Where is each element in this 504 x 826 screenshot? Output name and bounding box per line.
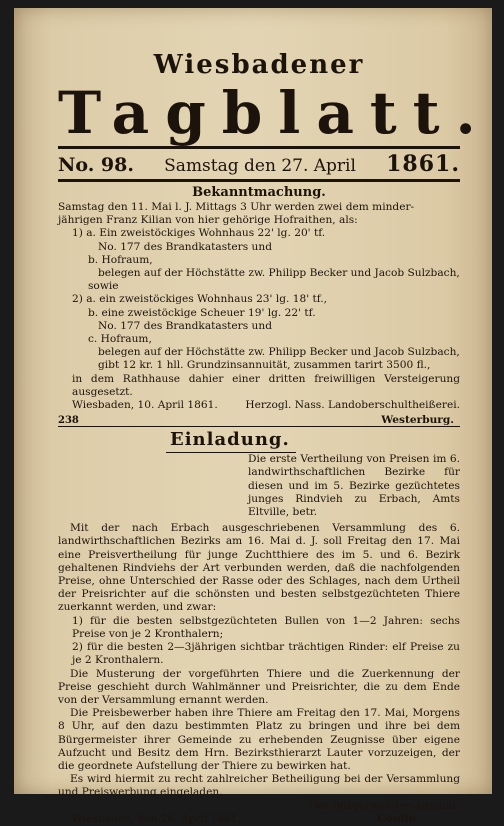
notice1-line: b. Hofraum,	[88, 253, 153, 266]
notice2-item: 2) für die besten 2—3jährigen sichtbar trächtigen Rinder: elf Preise zu je 2 Kronthalern.	[72, 641, 460, 667]
notice1-footer	[58, 399, 460, 412]
notice2-paragraph: Mit der nach Erbach ausgeschriebenen Versammlung des 6. landwirthschaftlichen Bezirks am 16. Mai d. J. soll Freitag den 17. Mai eine Preisvertheilung für junge Zuchtthiere des im 5. und 6. Bezirk gehaltenen Rindviehs der Art verbunden werden, daß die nachfolgenden Preise, ohne Unterschied der Rasse oder des Schlages, nach dem Urtheil der Preisrichter auf die schönsten und besten selbstgezüchteten Thiere zuerkannt werden, und zwar:	[58, 522, 460, 614]
notice2-footer	[58, 813, 460, 826]
notice2-signature: Coulin.	[377, 812, 420, 825]
notice1-line: 2) a. ein zweistöckiges Wohnhaus 23' lg. 18' tf.,	[72, 293, 328, 306]
rule-bottom	[58, 179, 460, 182]
notice1-line: Samstag den 11. Mai l. J. Mittags 3 Uhr werden zwei dem minder-	[58, 201, 415, 213]
notice1-line: sowie	[88, 280, 119, 293]
notice1-office: Herzogl. Nass. Landoberschultheißerei.	[245, 399, 460, 412]
notice1-line: belegen auf der Höchstätte zw. Philipp Becker und Jacob Sulzbach,	[98, 346, 460, 359]
issue-date: Samstag den 27. April	[164, 156, 356, 176]
masthead	[58, 48, 492, 147]
issue-line	[58, 149, 460, 179]
section-divider	[58, 426, 460, 427]
newspaper-page	[14, 8, 492, 825]
notice1-signature-row	[58, 414, 460, 426]
notice2-title: Einladung.	[170, 429, 290, 451]
notice1-line: b. eine zweistöckige Scheuer 19' lg. 22' tf.	[88, 306, 316, 319]
notice2-paragraph: Es wird hiermit zu recht zahlreicher Betheiligung bei der Versammlung und Preiswerbung eingeladen.	[58, 773, 460, 799]
notice1-line: c. Hofraum,	[88, 333, 152, 346]
notice1-title: Bekanntmachung.	[192, 185, 326, 200]
notice1-line: 1) a. Ein zweistöckiges Wohnhaus 22' lg. 20' tf.	[72, 227, 326, 240]
notice1-line: No. 177 des Brandkatasters und	[98, 240, 272, 253]
issue-number: No. 98.	[58, 154, 134, 176]
page-content	[58, 48, 492, 826]
masthead-title: Tagblatt.	[58, 79, 492, 147]
notice1-line: jährigen Franz Kilian von hier gehörige Hofraithen, als:	[58, 214, 358, 227]
notice2-paragraph: Die Preisbewerber haben ihre Thiere am Freitag den 17. Mai, Morgens 8 Uhr, auf den dazu bestimmten Platz zu bringen und ihre bei dem Bürgermeister ihrer Gemeinde zu erhebenden Zeugnisse über eigene Aufzucht und Besitz dem Hrn. Bezirksthierarzt Lauter vorzuzeigen, der die geordnete Aufstellung der Thiere zu bewirken hat.	[58, 707, 460, 772]
masthead-city: Wiesbadener	[153, 50, 365, 80]
notice2-intro: Die erste Vertheilung von Preisen im 6. landwirthschaftlichen Bezirke für diesen und im 5. Bezirke gezüchtetes junges Rindvieh zu Erbach, Amts Eltville, betr.	[248, 453, 460, 519]
notice2-paragraph: Die Musterung der vorgeführten Thiere und die Zuerkennung der Preise geschieht durch Wahlmänner und Preisrichter, die zu dem Ende von der Versammlung ernannt werden.	[58, 667, 460, 706]
notice1-place-date: Wiesbaden, 10. April 1861.	[72, 399, 218, 412]
notice1-line: in dem Rathhause dahier einer dritten freiwilligen Versteigerung ausgesetzt.	[72, 372, 460, 398]
notice1-line: belegen auf der Höchstätte zw. Philipp Becker und Jacob Sulzbach,	[98, 267, 460, 280]
notice1-line: No. 177 des Brandkatasters und	[98, 319, 272, 332]
notice2-item: 1) für die besten selbstgezüchteten Bullen von 1—2 Jahren: sechs Preise von je 2 Kronthalern;	[72, 614, 460, 640]
ad-number: 238	[58, 414, 79, 426]
notice2-place-date: Wiesbaden, den 26. April 1861.	[72, 812, 241, 825]
notice1-signature: Westerburg.	[381, 414, 454, 427]
issue-year: 1861.	[386, 151, 460, 177]
notice1-line: gibt 12 kr. 1 hll. Grundzinsannuität, zusammen tarirt 3500 fl.,	[98, 359, 431, 372]
notice2-office: Der Bürgermeister-Adjunkt.	[309, 799, 460, 812]
